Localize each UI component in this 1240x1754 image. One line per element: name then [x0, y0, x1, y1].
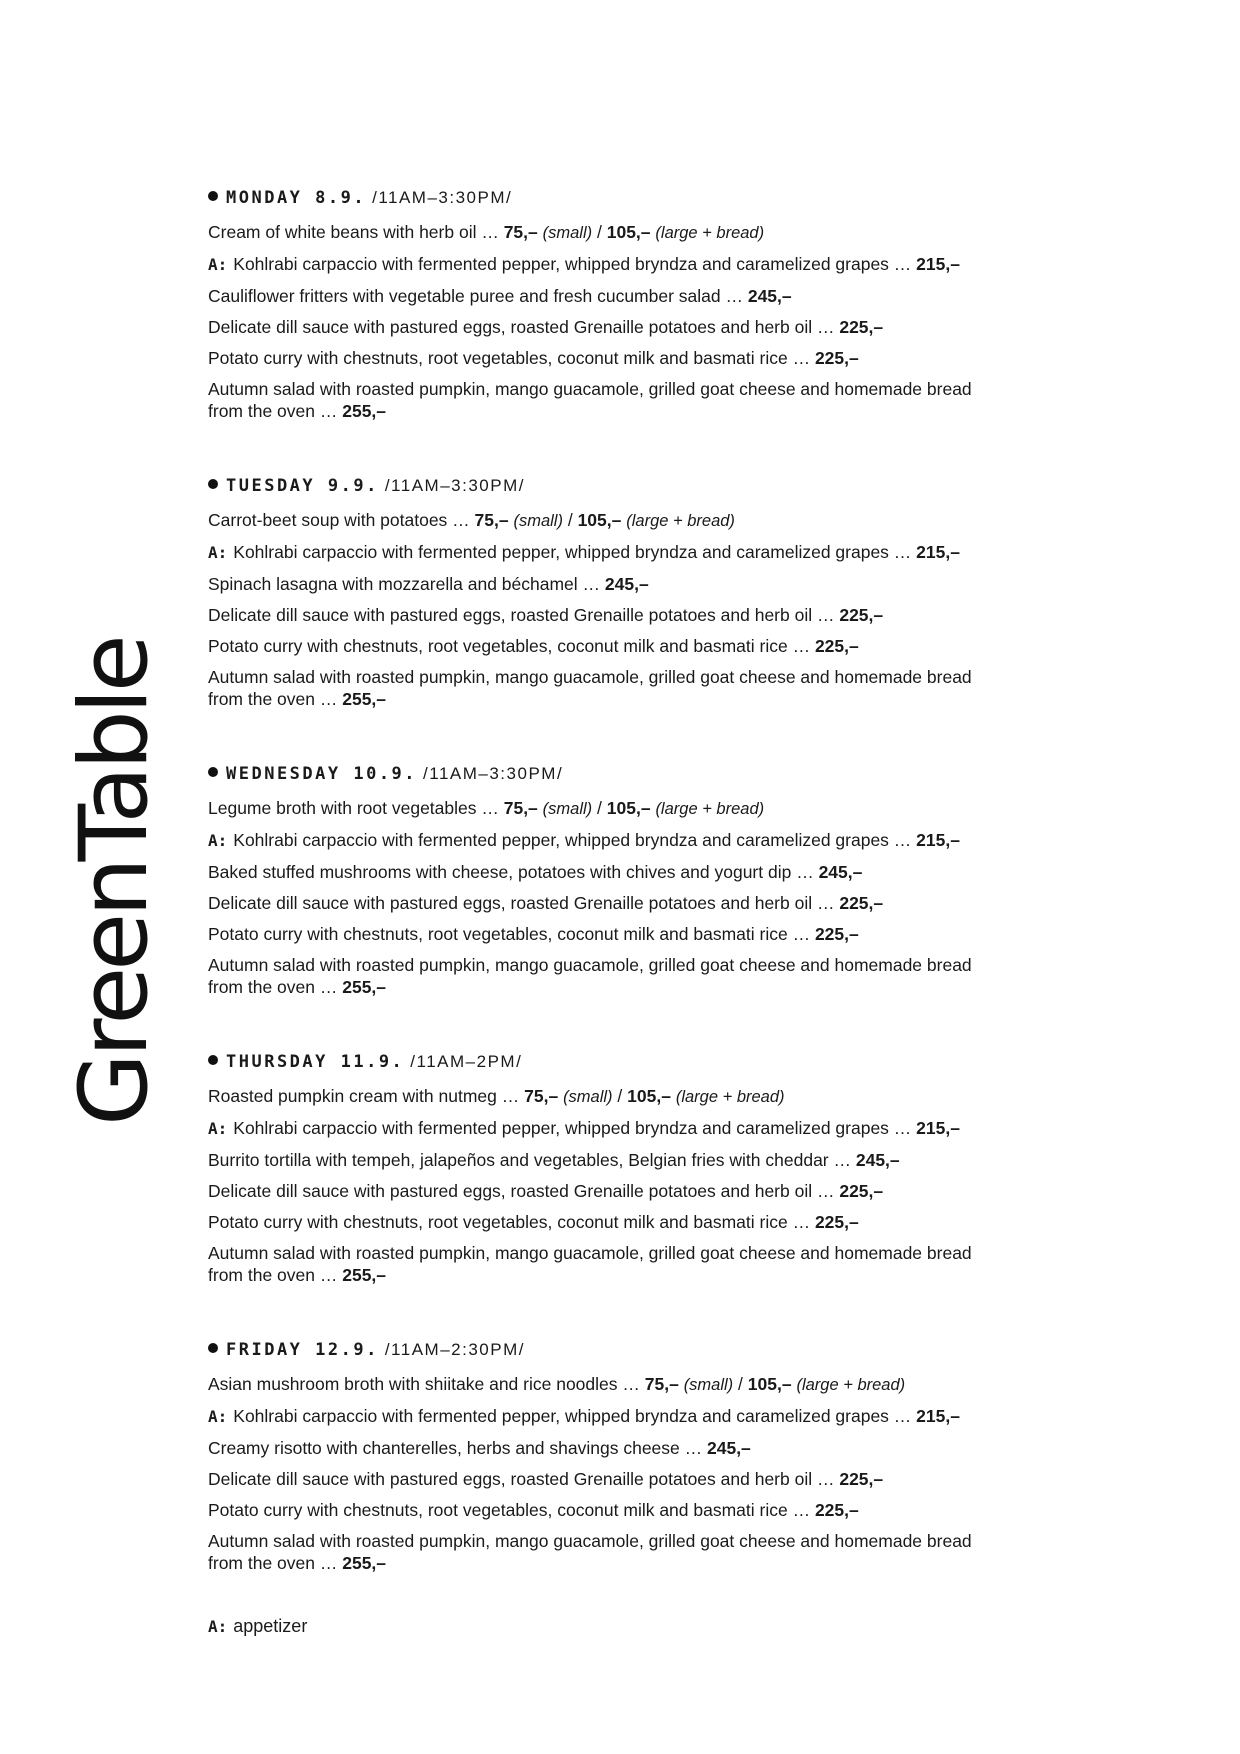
price-small: 75,–: [524, 1086, 559, 1106]
salad-price: 255,–: [342, 1553, 387, 1573]
day-name: TUESDAY 9.9.: [226, 476, 379, 496]
appetizer-text: Kohlrabi carpaccio with fermented pepper, whipped bryndza and caramelized grapes …: [233, 1406, 917, 1426]
separator: /: [612, 1086, 628, 1106]
salad-price: 255,–: [342, 1265, 387, 1285]
dish-item: [208, 604, 1168, 626]
dish-text: Cauliflower fritters with vegetable puree and fresh cucumber salad …: [208, 286, 748, 306]
dish-text: Delicate dill sauce with pastured eggs, roasted Grenaille potatoes and herb oil …: [208, 605, 840, 625]
soup-text: Asian mushroom broth with shiitake and rice noodles …: [208, 1374, 645, 1394]
day-name: FRIDAY 12.9.: [226, 1340, 379, 1360]
dish-item: [208, 1211, 1168, 1233]
note-large: (large + bread): [655, 224, 765, 242]
dish-text: Spinach lasagna with mozzarella and béchamel …: [208, 574, 605, 594]
dish-price: 225,–: [839, 317, 884, 337]
footnote: [208, 1616, 1168, 1637]
day-header: [208, 758, 1168, 788]
note-small: (small): [563, 1088, 613, 1106]
dish-text: Potato curry with chestnuts, root vegetables, coconut milk and basmati rice …: [208, 348, 815, 368]
note-small: (small): [513, 512, 563, 530]
dish-price: 225,–: [839, 605, 884, 625]
price-small: 75,–: [644, 1374, 679, 1394]
dish-text: Burrito tortilla with tempeh, jalapeños and vegetables, Belgian fries with cheddar …: [208, 1150, 856, 1170]
dish-price: 225,–: [814, 924, 859, 944]
day-name: MONDAY 8.9.: [226, 188, 367, 208]
dish-item: [208, 1149, 1168, 1171]
appetizer-label: A:: [208, 1407, 228, 1426]
dish-text: Delicate dill sauce with pastured eggs, roasted Grenaille potatoes and herb oil …: [208, 1181, 840, 1201]
soup-text: Roasted pumpkin cream with nutmeg …: [208, 1086, 525, 1106]
day-wednesday: [208, 758, 1168, 998]
day-hours: /11AM–3:30PM/: [423, 764, 564, 783]
dish-text: Delicate dill sauce with pastured eggs, roasted Grenaille potatoes and herb oil …: [208, 893, 840, 913]
salad-item: [208, 666, 988, 710]
price-small: 75,–: [503, 222, 538, 242]
dish-item: [208, 635, 1168, 657]
appetizer-price: 215,–: [916, 254, 960, 274]
dish-price: 245,–: [855, 1150, 900, 1170]
soup-item: [208, 1085, 1168, 1108]
soup-text: Legume broth with root vegetables …: [208, 798, 504, 818]
appetizer-item: [208, 253, 1168, 276]
day-header: [208, 182, 1168, 212]
day-header: [208, 1334, 1168, 1364]
bullet-icon: [208, 1055, 218, 1065]
dish-price: 225,–: [814, 348, 859, 368]
note-large: (large + bread): [655, 800, 765, 818]
dish-item: [208, 1499, 1168, 1521]
appetizer-price: 215,–: [916, 830, 960, 850]
appetizer-text: Kohlrabi carpaccio with fermented pepper, whipped bryndza and caramelized grapes …: [233, 1118, 917, 1138]
day-hours: /11AM–2:30PM/: [384, 1340, 525, 1359]
bullet-icon: [208, 1343, 218, 1353]
price-small: 75,–: [474, 510, 509, 530]
dish-item: [208, 923, 1168, 945]
dish-price: 225,–: [839, 893, 884, 913]
day-header: [208, 1046, 1168, 1076]
salad-item: [208, 1530, 988, 1574]
dish-price: 245,–: [707, 1438, 751, 1458]
salad-item: [208, 954, 988, 998]
appetizer-text: Kohlrabi carpaccio with fermented pepper, whipped bryndza and caramelized grapes …: [233, 542, 917, 562]
day-monday: [208, 182, 1168, 422]
appetizer-price: 215,–: [916, 1118, 960, 1138]
salad-price: 255,–: [342, 977, 387, 997]
dish-price: 245,–: [818, 862, 863, 882]
price-large: 105,–: [747, 1374, 792, 1394]
separator: /: [562, 510, 578, 530]
appetizer-label: A:: [208, 255, 228, 274]
dish-price: 225,–: [814, 636, 859, 656]
note-small: (small): [542, 800, 593, 818]
day-thursday: [208, 1046, 1168, 1286]
bullet-icon: [208, 191, 218, 201]
appetizer-text: Kohlrabi carpaccio with fermented pepper, whipped bryndza and caramelized grapes …: [233, 254, 917, 274]
dish-item: [208, 316, 1168, 338]
bullet-icon: [208, 767, 218, 777]
dish-text: Creamy risotto with chanterelles, herbs and shavings cheese …: [208, 1438, 707, 1458]
salad-item: [208, 378, 988, 422]
dish-price: 225,–: [839, 1181, 884, 1201]
dish-item: [208, 347, 1168, 369]
dish-text: Potato curry with chestnuts, root vegetables, coconut milk and basmati rice …: [208, 1212, 815, 1232]
dish-item: [208, 1468, 1168, 1490]
separator: /: [592, 798, 607, 818]
appetizer-item: [208, 829, 1168, 852]
separator: /: [592, 222, 607, 242]
dish-text: Delicate dill sauce with pastured eggs, roasted Grenaille potatoes and herb oil …: [208, 1469, 840, 1489]
price-small: 75,–: [503, 798, 538, 818]
salad-text: Autumn salad with roasted pumpkin, mango guacamole, grilled goat cheese and homemade bread from the oven …: [208, 667, 972, 709]
salad-text: Autumn salad with roasted pumpkin, mango guacamole, grilled goat cheese and homemade bread from the oven …: [208, 379, 972, 421]
appetizer-label: A:: [208, 1119, 228, 1138]
appetizer-label: A:: [208, 543, 228, 562]
dish-item: [208, 861, 1168, 883]
dish-item: [208, 1180, 1168, 1202]
dish-price: 245,–: [604, 574, 649, 594]
price-large: 105,–: [627, 1086, 671, 1106]
dish-item: [208, 1437, 1168, 1459]
footnote-text: appetizer: [233, 1616, 308, 1636]
dish-price: 225,–: [814, 1500, 859, 1520]
dish-text: Potato curry with chestnuts, root vegetables, coconut milk and basmati rice …: [208, 1500, 815, 1520]
dish-price: 245,–: [747, 286, 792, 306]
dish-item: [208, 573, 1168, 595]
note-large: (large + bread): [675, 1088, 785, 1106]
appetizer-label: A:: [208, 831, 228, 850]
salad-price: 255,–: [342, 401, 387, 421]
footnote-label: A:: [208, 1617, 228, 1636]
day-friday: [208, 1334, 1168, 1574]
soup-item: [208, 221, 1168, 244]
dish-text: Potato curry with chestnuts, root vegetables, coconut milk and basmati rice …: [208, 924, 815, 944]
weekly-menu: [208, 182, 1168, 1637]
price-large: 105,–: [606, 222, 651, 242]
day-tuesday: [208, 470, 1168, 710]
soup-text: Cream of white beans with herb oil …: [208, 222, 504, 242]
salad-text: Autumn salad with roasted pumpkin, mango guacamole, grilled goat cheese and homemade bread from the oven …: [208, 1243, 972, 1285]
dish-item: [208, 285, 1168, 307]
note-large: (large + bread): [626, 512, 735, 530]
appetizer-price: 215,–: [916, 542, 960, 562]
day-hours: /11AM–3:30PM/: [384, 476, 525, 495]
note-small: (small): [683, 1376, 734, 1394]
dish-item: [208, 892, 1168, 914]
dish-price: 225,–: [839, 1469, 884, 1489]
note-small: (small): [542, 224, 593, 242]
dish-text: Baked stuffed mushrooms with cheese, potatoes with chives and yogurt dip …: [208, 862, 819, 882]
salad-item: [208, 1242, 988, 1286]
day-header: [208, 470, 1168, 500]
appetizer-price: 215,–: [916, 1406, 960, 1426]
dish-text: Delicate dill sauce with pastured eggs, roasted Grenaille potatoes and herb oil …: [208, 317, 840, 337]
soup-text: Carrot-beet soup with potatoes …: [208, 510, 475, 530]
appetizer-item: [208, 1405, 1168, 1428]
note-large: (large + bread): [796, 1376, 906, 1394]
appetizer-text: Kohlrabi carpaccio with fermented pepper, whipped bryndza and caramelized grapes …: [233, 830, 917, 850]
dish-text: Potato curry with chestnuts, root vegetables, coconut milk and basmati rice …: [208, 636, 815, 656]
day-hours: /11AM–3:30PM/: [372, 188, 513, 207]
appetizer-item: [208, 1117, 1168, 1140]
separator: /: [733, 1374, 748, 1394]
day-name: THURSDAY 11.9.: [226, 1052, 405, 1072]
price-large: 105,–: [606, 798, 651, 818]
salad-price: 255,–: [342, 689, 387, 709]
salad-text: Autumn salad with roasted pumpkin, mango guacamole, grilled goat cheese and homemade bread from the oven …: [208, 1531, 972, 1573]
brand-logo: GreenTable: [60, 638, 169, 1126]
soup-item: [208, 1373, 1168, 1396]
soup-item: [208, 797, 1168, 820]
dish-price: 225,–: [814, 1212, 859, 1232]
price-large: 105,–: [577, 510, 622, 530]
salad-text: Autumn salad with roasted pumpkin, mango guacamole, grilled goat cheese and homemade bread from the oven …: [208, 955, 972, 997]
day-hours: /11AM–2PM/: [410, 1052, 523, 1071]
soup-item: [208, 509, 1168, 532]
day-name: WEDNESDAY 10.9.: [226, 764, 418, 784]
appetizer-item: [208, 541, 1168, 564]
bullet-icon: [208, 479, 218, 489]
